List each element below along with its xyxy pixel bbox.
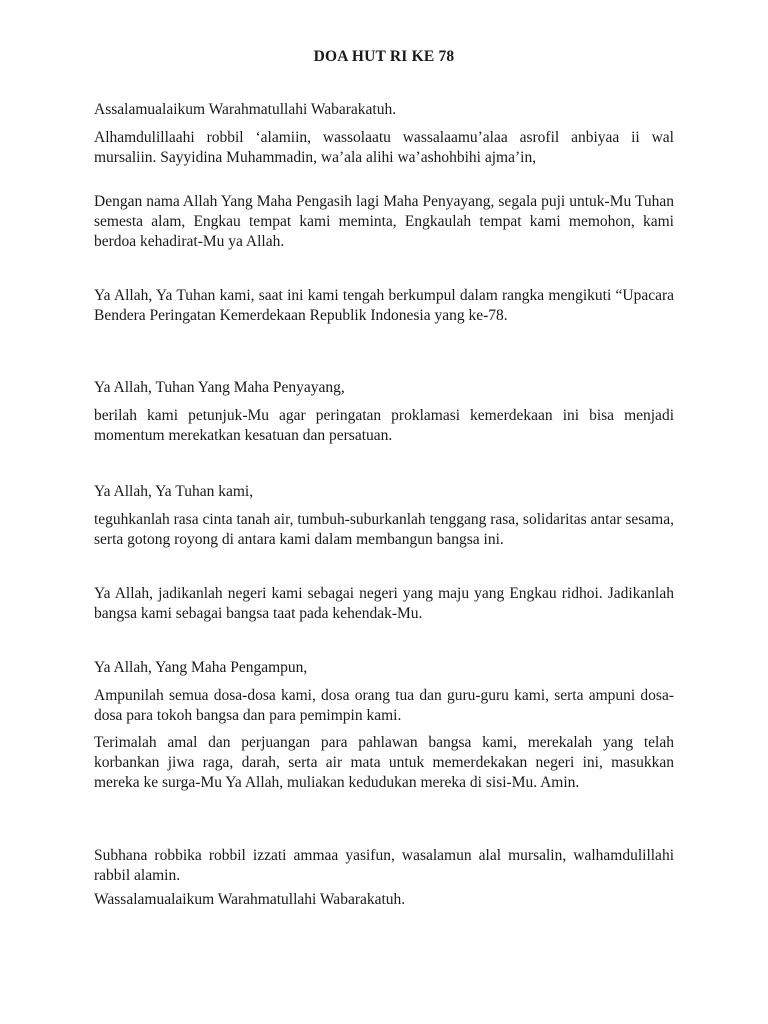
paragraph-closing-prayer: Subhana robbika robbil izzati ammaa yasifun, wasalamun alal mursalin, walhamdulillahi rabbil alamin.: [94, 847, 674, 884]
paragraph-invocation-3: Ya Allah, Yang Maha Pengampun,: [94, 659, 308, 676]
paragraph-nation: Ya Allah, jadikanlah negeri kami sebagai negeri yang maju yang Engkau ridhoi. Jadikanlah bangsa kami sebagai bangsa taat pada kehendak-Mu.: [94, 585, 674, 622]
paragraph-bismillah: Dengan nama Allah Yang Maha Pengasih lagi Maha Penyayang, segala puji untuk-Mu Tuhan semesta alam, Engkau tempat kami meminta, Engkaulah tempat kami memohon, kami berdoa kehadirat-Mu ya Allah.: [94, 193, 674, 250]
paragraph-invocation-1: Ya Allah, Tuhan Yang Maha Penyayang,: [94, 379, 345, 396]
paragraph-ceremony: Ya Allah, Ya Tuhan kami, saat ini kami tengah berkumpul dalam rangka mengikuti “Upacara Bendera Peringatan Kemerdekaan Republik Indonesia yang ke-78.: [94, 287, 674, 324]
paragraph-farewell: Wassalamualaikum Warahmatullahi Wabarakatuh.: [94, 891, 406, 908]
paragraph-patriotism: teguhkanlah rasa cinta tanah air, tumbuh-suburkanlah tenggang rasa, solidaritas antar sesama, serta gotong royong di antara kami dalam membangun bangsa ini.: [94, 511, 674, 548]
paragraph-greeting: Assalamualaikum Warahmatullahi Wabarakatuh.: [94, 101, 397, 118]
document-title: DOA HUT RI KE 78: [313, 48, 455, 65]
paragraph-guidance: berilah kami petunjuk-Mu agar peringatan proklamasi kemerdekaan ini bisa menjadi momentum merekatkan kesatuan dan persatuan.: [94, 407, 674, 444]
paragraph-heroes: Terimalah amal dan perjuangan para pahlawan bangsa kami, merekalah yang telah korbankan jiwa raga, darah, serta air mata untuk memerdekakan negeri ini, masukkan mereka ke surga-Mu Ya Allah, muliakan kedudukan mereka di sisi-Mu. Amin.: [94, 734, 674, 791]
paragraph-invocation-2: Ya Allah, Ya Tuhan kami,: [94, 483, 254, 500]
paragraph-forgiveness: Ampunilah semua dosa-dosa kami, dosa orang tua dan guru-guru kami, serta ampuni dosa-dosa para tokoh bangsa dan para pemimpin kami.: [94, 687, 674, 724]
paragraph-opening: Alhamdulillaahi robbil ‘alamiin, wassolaatu wassalaamu’alaa asrofil anbiyaa ii wal mursaliin. Sayyidina Muhammadin, wa’ala alihi wa’ashohbihi ajma’in,: [94, 129, 674, 166]
